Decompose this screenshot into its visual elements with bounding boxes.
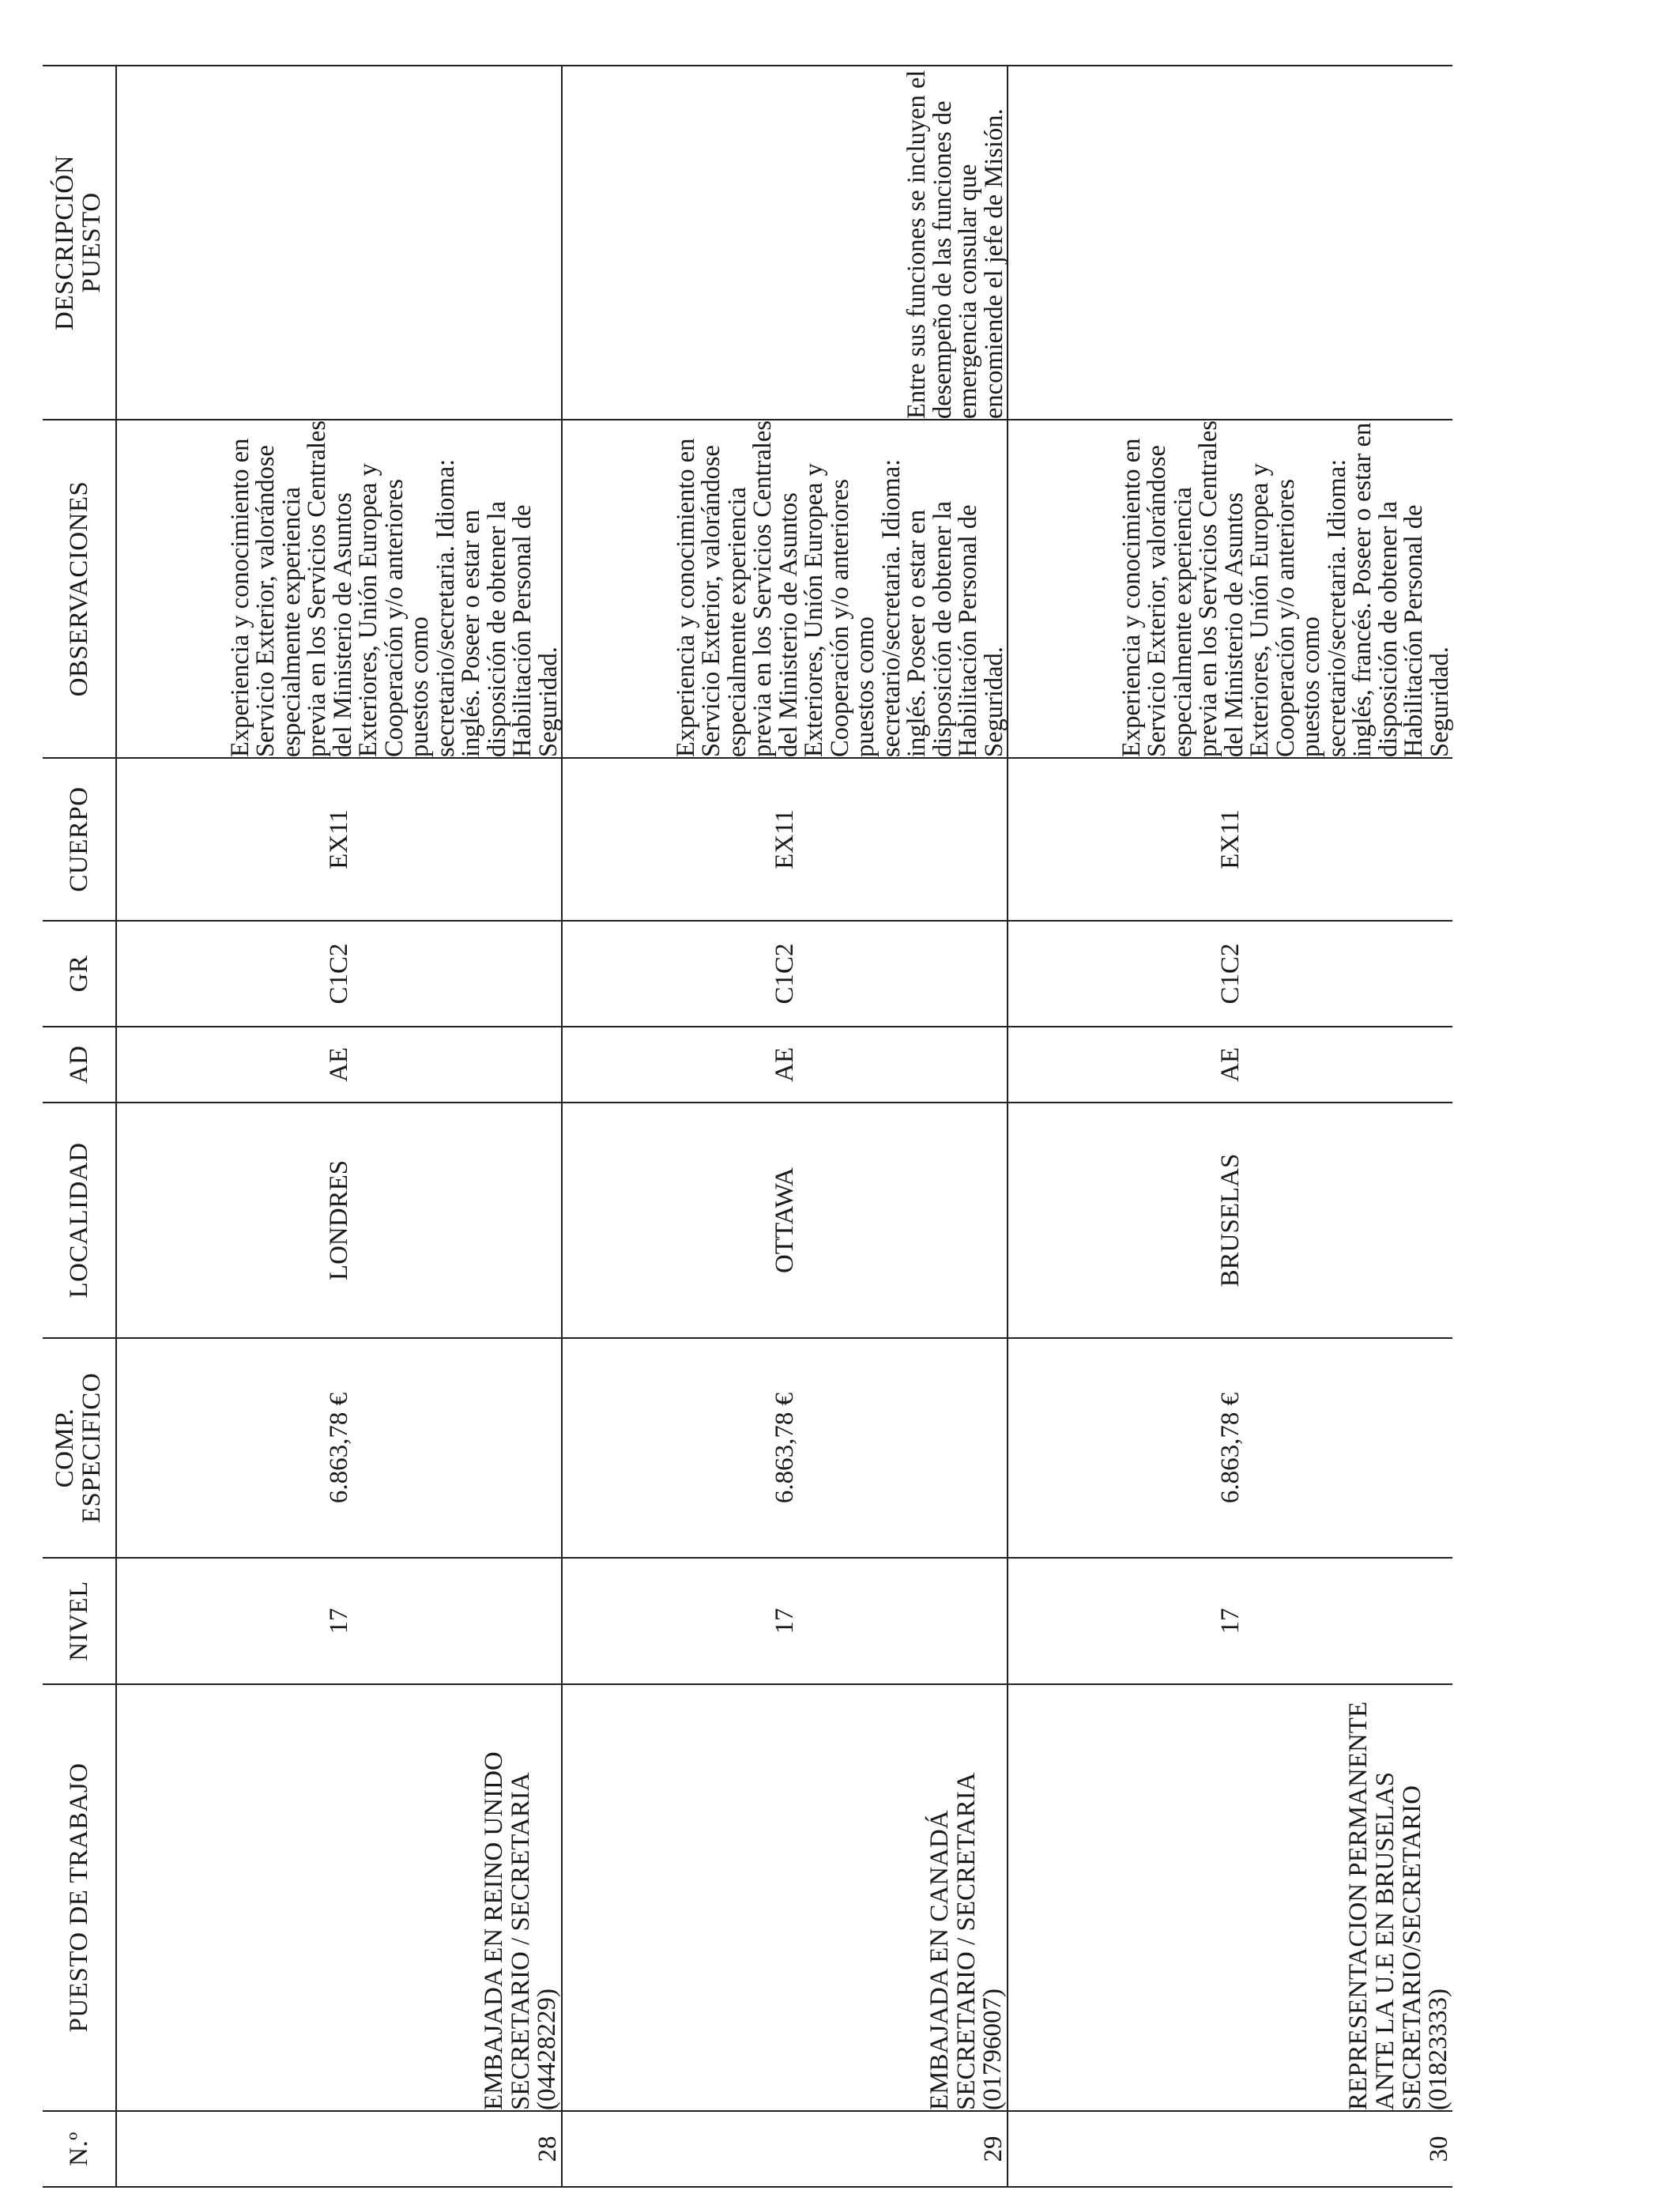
- header-cuerpo: CUERPO: [43, 758, 116, 921]
- row-puesto: [116, 1684, 562, 2111]
- header-descripcion-label: DESCRIPCIÓN PUESTO: [51, 155, 106, 330]
- header-puesto: PUESTO DE TRABAJO: [43, 1684, 116, 2111]
- row-cuerpo: EX11: [1008, 758, 1452, 921]
- row-observaciones: [562, 420, 1008, 758]
- header-comp-especifico: [43, 1338, 116, 1558]
- table-header-row: [43, 66, 116, 2187]
- row-num: 28: [116, 2111, 562, 2187]
- table-row: [116, 66, 562, 2187]
- header-localidad: LOCALIDAD: [43, 1103, 116, 1338]
- row-gr: C1C2: [562, 921, 1008, 1027]
- row-ad: AE: [116, 1027, 562, 1103]
- row-ad: AE: [1008, 1027, 1452, 1103]
- row-localidad: OTTAWA: [562, 1103, 1008, 1338]
- row-observaciones: [116, 420, 562, 758]
- row-gr: C1C2: [1008, 921, 1452, 1027]
- row-descripcion: [116, 66, 562, 420]
- row-localidad: LONDRES: [116, 1103, 562, 1338]
- row-puesto-text: EMBAJADA EN REINO UNIDO SECRETARIO / SECRETARIA (04428229): [480, 1751, 562, 2110]
- row-comp-especifico: 6.863,78 €: [1008, 1338, 1452, 1558]
- row-puesto-text: REPRESENTACION PERMANENTE ANTE LA U.E EN BRUSELAS SECRETARIO/SECRETARIO (01823333): [1344, 1701, 1453, 2110]
- header-descripcion: [43, 66, 116, 420]
- row-comp-especifico: 6.863,78 €: [562, 1338, 1008, 1558]
- row-puesto: [562, 1684, 1008, 2111]
- row-localidad: BRUSELAS: [1008, 1103, 1452, 1338]
- row-cuerpo: EX11: [562, 758, 1008, 921]
- table-row: [562, 66, 1008, 2187]
- rotated-table-sheet: [43, 66, 1452, 2188]
- row-puesto-text: EMBAJADA EN CANADÁ SECRETARIO / SECRETARIA (01796007): [925, 1772, 1008, 2110]
- row-descripcion: [562, 66, 1008, 420]
- row-comp-especifico: 6.863,78 €: [116, 1338, 562, 1558]
- row-ad: AE: [562, 1027, 1008, 1103]
- header-nivel: NIVEL: [43, 1558, 116, 1684]
- row-descripcion-text: Entre sus funciones se incluyen el desempeño de las funciones de emergencia consular que encomiende el jefe de Misión.: [902, 70, 1008, 419]
- header-comp-label: COMP. ESPECIFICO: [51, 1372, 106, 1524]
- table-row: [1008, 66, 1452, 2187]
- row-nivel: 17: [116, 1558, 562, 1684]
- row-nivel: 17: [562, 1558, 1008, 1684]
- row-num: 30: [1008, 2111, 1452, 2187]
- row-gr: C1C2: [116, 921, 562, 1027]
- header-ad: AD: [43, 1027, 116, 1103]
- row-cuerpo: EX11: [116, 758, 562, 921]
- header-num: N.º: [43, 2111, 116, 2187]
- job-positions-table: [43, 65, 1452, 2188]
- row-descripcion: [1008, 66, 1452, 420]
- row-puesto: [1008, 1684, 1452, 2111]
- row-observaciones-text: Experiencia y conocimiento en Servicio Exterior, valorándose especialmente experiencia previa en los Servicios Centrales del Ministerio de Asuntos Exteriores, Unión Europea y Cooperación y/o anteriores puestos como secretario/secretaria. Idioma: inglés. Poseer o estar en disposición de obtener la Habilitación Personal de Seguridad.: [671, 420, 1008, 757]
- row-observaciones-text: Experiencia y conocimiento en Servicio Exterior, valorándose especialmente experiencia previa en los Servicios Centrales del Ministerio de Asuntos Exteriores, Unión Europea y Cooperación y/o anteriores puestos como secretario/secretaria. Idioma: inglés. Poseer o estar en disposición de obtener la Habilitación Personal de Seguridad.: [225, 420, 563, 757]
- header-gr: GR: [43, 921, 116, 1027]
- row-observaciones-text: Experiencia y conocimiento en Servicio Exterior, valorándose especialmente experiencia previa en los Servicios Centrales del Ministerio de Asuntos Exteriores, Unión Europea y Cooperación y/o anteriores puestos como secretario/secretaria. Idioma: inglés, francés. Poseer o estar en disposición de obtener la Habilitación Personal de Seguridad.: [1117, 420, 1454, 757]
- row-observaciones: [1008, 420, 1452, 758]
- row-nivel: 17: [1008, 1558, 1452, 1684]
- header-observaciones: OBSERVACIONES: [43, 420, 116, 758]
- row-num: 29: [562, 2111, 1008, 2187]
